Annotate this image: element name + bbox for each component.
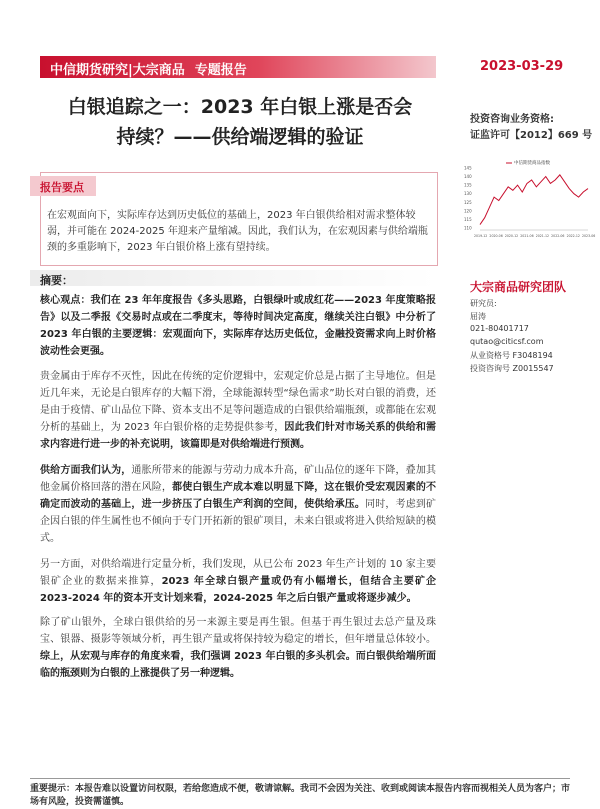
chart-x-tick: 2022-06 xyxy=(551,234,565,238)
chart-y-tick: 110 xyxy=(464,225,472,231)
paragraph-quantitative xyxy=(40,556,436,607)
quantitative-emphasis: 2023 年全球白银产量或仍有小幅增长，但结合主要矿企 2023-2024 年的资本开支计划来看，2024-2025 年之后白银产量或将逐步减少。 xyxy=(40,576,436,604)
paragraph-core-view xyxy=(40,292,436,360)
footer-disclaimer: 重要提示：本报告难以设置访问权限，若给您造成不便，敬请谅解。我司不会因为关注、收到或阅读本报告内容而视相关人员为客户；市场有风险，投资需谨慎。 xyxy=(30,784,571,807)
report-title xyxy=(40,92,440,152)
pricing-text: 贵金属由于库存不灭性，因此在传统的定价逻辑中，宏观定价总是占据了主导地位。但是近几年来，无论是白银库存的大幅下滑，全球能源转型“绿色需求”助长对白银的消费，还是由于疫情、矿山品位下降、资本支出不足等问题造成的白银供给端瓶颈，或都能在宏观分析的基础上，为 2023 年白银价格的走势提供参考， xyxy=(40,371,436,433)
brand-label: 中信期货研究|大宗商品 xyxy=(50,63,185,78)
chart-series-line xyxy=(480,175,588,225)
analyst-license-2: 投资咨询号 Z0015547 xyxy=(470,364,554,373)
paragraph-pricing xyxy=(40,368,436,453)
recycled-emphasis: 综上，从宏观与库存的角度来看，我们强调 2023 年白银的多头机会。而白银供给端所面临的瓶颈则为白银的上涨提供了另一种逻辑。 xyxy=(40,651,436,679)
analyst-name: 屈涛 xyxy=(470,312,486,321)
analyst-role: 研究员: xyxy=(470,299,497,308)
report-date: 2023-03-29 xyxy=(480,59,564,74)
quantitative-text: 另一方面，对供给端进行定量分析，我们发现，从已公布 2023 年生产计划的 10 家主要银矿企业的数据来推算， xyxy=(40,559,436,587)
analyst-phone: 021-80401717 xyxy=(470,324,529,333)
supply-text-1: 通胀所带来的能源与劳动力成本升高，矿山品位的逐年下降，叠加其他金属价格回落的潜在风险， xyxy=(40,465,437,493)
research-team-name: 大宗商品研究团队 xyxy=(470,280,567,294)
supply-text-2: 同时，考虑到矿企因白银的伴生属性也不倾向于专门开拓新的银矿项目，未来白银或将进入供给短缺的模式。 xyxy=(40,499,437,544)
summary-label: 报告要点 xyxy=(40,181,84,194)
chart-y-tick: 140 xyxy=(464,174,472,180)
footer-divider xyxy=(30,778,570,779)
paragraph-supply xyxy=(40,462,436,547)
chart-x-tick: 2021-06 xyxy=(520,234,534,238)
summary-text: 在宏观面向下，实际库存达到历史低位的基础上，2023 年白银供给相对需求整体较弱，并可能在 2024-2025 年迎来产量缩减。因此，我们认为，在宏观因素与供给端瓶颈的多重影响下，2023 年白银价格上涨有望持续。 xyxy=(47,210,428,253)
chart-y-tick: 130 xyxy=(464,191,472,197)
chart-x-tick: 2021-12 xyxy=(535,234,550,238)
core-view-text: 核心观点：我们在 23 年年度报告《多头思路，白银绿叶或成红花——2023 年度策略报告》以及二季报《交易时点或在二季度末，等待时间决定高度，继续关注白银》中分析了 2023 年白银的主要逻辑：宏观面向下，实际库存达历史低位，金融投资需求向上时价格波动性会更强。 xyxy=(40,295,436,357)
commodity-index-chart xyxy=(462,158,596,240)
supply-lead: 供给方面我们认为， xyxy=(40,465,132,476)
qualification-license: 证监许可【2012】669 号 xyxy=(470,130,593,141)
chart-y-tick: 120 xyxy=(464,208,472,214)
paragraph-recycled xyxy=(40,614,436,682)
chart-legend: 中信期货商品指数 xyxy=(514,161,550,166)
qualification-label: 投资咨询业务资格: xyxy=(470,114,554,125)
chart-y-tick: 145 xyxy=(464,165,472,171)
chart-x-tick: 2019-12 xyxy=(474,234,488,238)
title-line-2: 持续？——供给端逻辑的验证 xyxy=(116,126,364,148)
header-brand xyxy=(50,59,247,78)
pricing-emphasis: 因此我们针对市场关系的供给和需求内容进行进一步的补充说明，该篇即是对供给端进行预测。 xyxy=(40,422,437,450)
chart-x-tick: 2020-12 xyxy=(504,234,519,238)
analyst-license-1: 从业资格号 F3048194 xyxy=(470,351,553,360)
supply-emphasis: 都使白银生产成本难以明显下降，这在银价受宏观因素的不确定而波动的基础上，进一步挤压了白银生产利润的空间，使供给承压。 xyxy=(40,482,437,510)
chart-x-tick: 2023-06 xyxy=(582,234,596,238)
chart-y-tick: 135 xyxy=(464,182,472,188)
title-line-1: 白银追踪之一：2023 年白银上涨是否会 xyxy=(67,96,413,118)
chart-y-tick: 115 xyxy=(464,216,472,222)
chart-y-tick: 125 xyxy=(464,199,472,205)
recycled-text: 除了矿山银外，全球白银供给的另一来源主要是再生银。但基于再生银过去总产量及珠宝、银器、摄影等领域分析，再生银产量或将保持较为稳定的增长，但年增量总体较小。 xyxy=(40,617,436,645)
abstract-label: 摘要： xyxy=(40,274,73,287)
analyst-email[interactable]: qutao@citicsf.com xyxy=(470,337,544,346)
chart-x-tick: 2020-06 xyxy=(489,234,503,238)
chart-x-tick: 2022-12 xyxy=(566,234,580,238)
abstract-bar xyxy=(30,270,436,286)
topic-label: 专题报告 xyxy=(194,63,247,78)
